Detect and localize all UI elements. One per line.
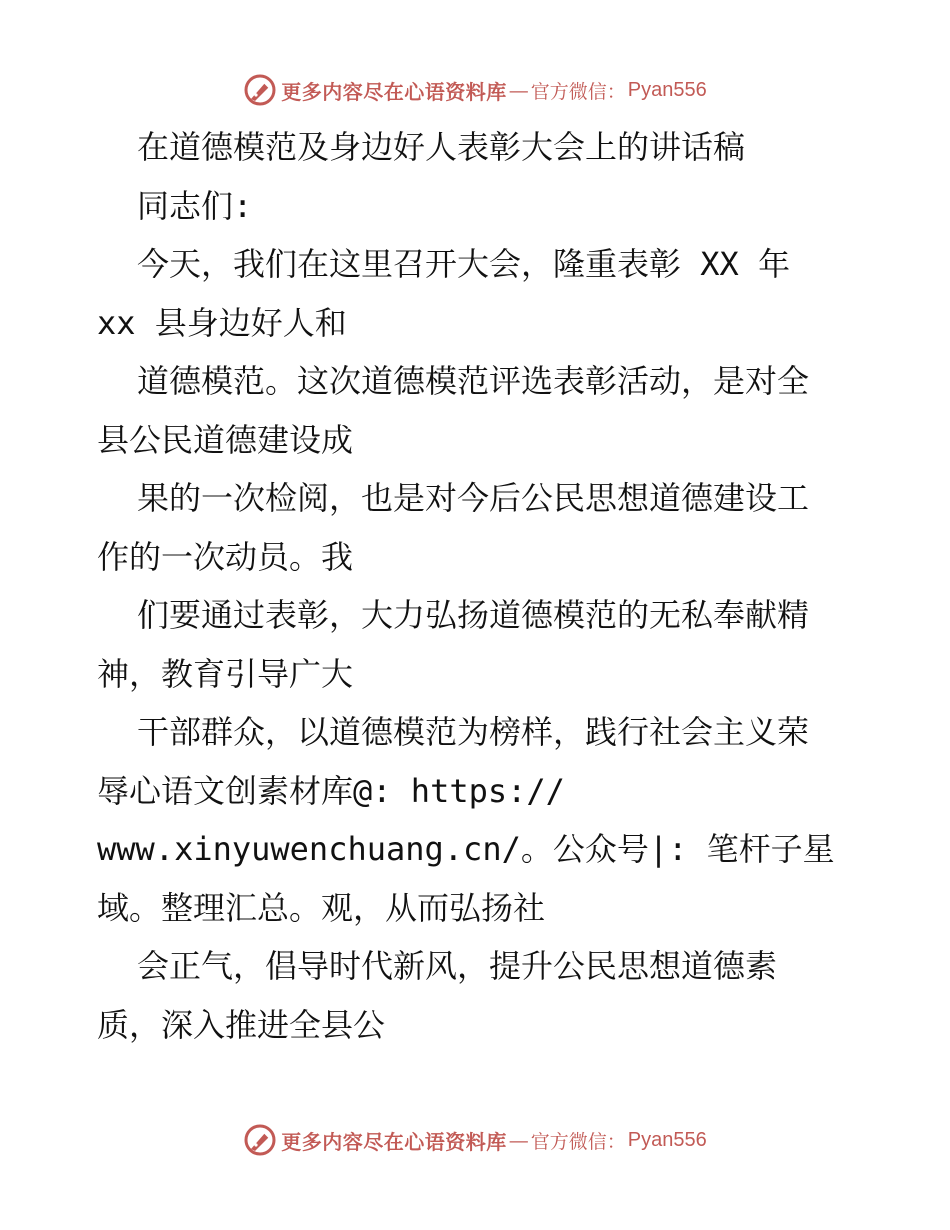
body-text-line: 们要通过表彰，大力弘扬道德模范的无私奉献精	[137, 596, 810, 634]
document-body	[97, 118, 857, 1054]
body-text-line: 今天，我们在这里召开大会，隆重表彰 XX 年	[137, 245, 791, 283]
body-text-line: 质，深入推进全县公	[97, 1005, 386, 1044]
header-wechat-id: Pyan556	[627, 78, 707, 101]
footer-wechat-label: 官方微信：	[530, 1130, 626, 1153]
body-text-line: 县公民道德建设成	[97, 420, 354, 459]
pen-nib-circle-icon	[243, 73, 277, 107]
body-text-line: 道德模范。这次道德模范评选表彰活动，是对全	[137, 362, 810, 400]
header-site-text: 更多内容尽在心语资料库	[281, 79, 507, 104]
footer-site-text: 更多内容尽在心语资料库	[281, 1129, 507, 1154]
body-text-line: xx 县身边好人和	[97, 303, 347, 342]
body-text-line: 干部群众，以道德模范为榜样，践行社会主义荣	[137, 713, 810, 751]
document-title: 在道德模范及身边好人表彰大会上的讲话稿	[137, 128, 746, 166]
pen-nib-circle-icon	[243, 1123, 277, 1157]
body-text-line: 神，教育引导广大	[97, 654, 354, 693]
header-wechat-label: 官方微信：	[530, 80, 626, 103]
footer-banner	[0, 1120, 950, 1160]
body-text-line: 会正气，倡导时代新风，提升公民思想道德素	[137, 947, 778, 985]
body-text-line: 同志们:	[137, 186, 253, 225]
body-text-line: 辱心语文创素材库@: https://	[97, 771, 565, 810]
body-text-line: 作的一次动员。我	[97, 537, 354, 576]
footer-separator: —	[508, 1128, 529, 1152]
footer-wechat-id: Pyan556	[627, 1128, 707, 1151]
header-banner	[0, 70, 950, 110]
body-text-line: www.xinyuwenchuang.cn/。公众号|: 笔杆子星	[97, 830, 835, 868]
header-separator: —	[508, 78, 529, 102]
body-text-line: 域。整理汇总。观，从而弘扬社	[97, 888, 546, 927]
body-text-line: 果的一次检阅，也是对今后公民思想道德建设工	[137, 479, 810, 517]
